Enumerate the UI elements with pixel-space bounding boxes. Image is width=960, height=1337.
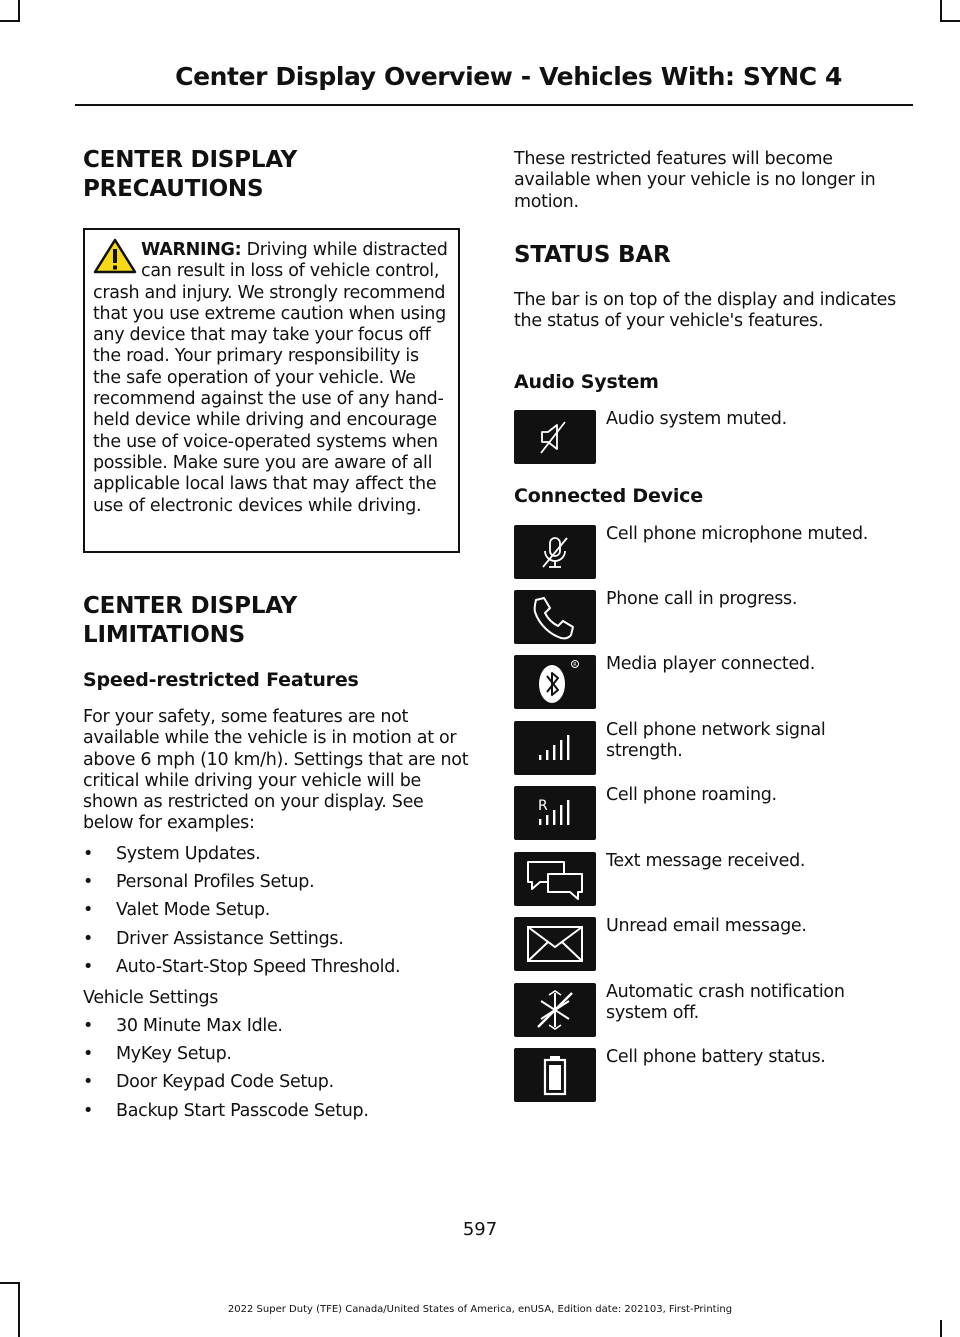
bullet-marker: •: [83, 844, 94, 864]
status-icon-description: Phone call in progress.: [606, 589, 798, 609]
warning-body: Driving while distracted can result in loss of vehicle control, crash and injury. We strongly recommend that you use extreme caution when using any device that may take your focus off the road. Your primary responsibility is the safe operation of your vehicle. We recommend against the use of any hand-held device while driving and encourage the use of voice-operated systems when possible. Make sure you are aware of all applicable local laws that may affect the use of electronic devices while driving.: [93, 240, 448, 516]
speed-restricted-subheading: Speed-restricted Features: [83, 669, 359, 691]
list-item-text: 30 Minute Max Idle.: [116, 1016, 283, 1036]
list-item: [83, 1044, 475, 1072]
list-item-text: Valet Mode Setup.: [116, 900, 271, 921]
crop-mark: [940, 1320, 942, 1337]
microphone-muted-icon: [514, 525, 596, 579]
list-item-text: Door Keypad Code Setup.: [116, 1072, 334, 1093]
crop-mark: [940, 20, 960, 22]
battery-icon: [514, 1048, 596, 1102]
status-icon-description: Cell phone roaming.: [606, 785, 777, 805]
svg-text:R: R: [538, 798, 548, 814]
list-item: [83, 900, 475, 928]
list-item-text: Driver Assistance Settings.: [116, 928, 344, 949]
bullet-marker: •: [83, 900, 94, 921]
status-icon-description: Audio system muted.: [606, 409, 787, 429]
speaker-muted-icon: [514, 410, 596, 464]
warning-label: WARNING:: [141, 240, 242, 260]
bullet-marker: •: [83, 1016, 94, 1036]
status-icon-row: [514, 852, 912, 906]
status-icon-row: [514, 983, 912, 1037]
email-icon: [514, 917, 596, 971]
list-item-text: Backup Start Passcode Setup.: [116, 1100, 369, 1121]
signal-strength-icon: [514, 721, 596, 775]
status-bar-intro: The bar is on top of the display and indicates the status of your vehicle's features.: [514, 290, 896, 332]
bullet-marker: •: [83, 872, 94, 893]
crop-mark: [18, 0, 20, 22]
status-icon-row: [514, 786, 912, 840]
limitations-intro: For your safety, some features are not available while the vehicle is in motion at or above 6 mph (10 km/h). Settings that are not critical while driving your vehicle will be shown as restricted on your display. See below for examples:: [83, 707, 469, 834]
list-item: [83, 1072, 475, 1100]
header-rule: [75, 104, 913, 106]
status-icon-row: [514, 721, 912, 775]
crop-mark: [0, 1282, 20, 1284]
status-icon-description: Media player connected.: [606, 654, 815, 674]
status-icon-description: Text message received.: [606, 851, 806, 871]
status-icon-description: Cell phone battery status.: [606, 1047, 826, 1067]
list-item-text: MyKey Setup.: [116, 1044, 232, 1065]
bullet-marker: •: [83, 1044, 94, 1065]
audio-system-heading: Audio System: [514, 371, 659, 393]
heading-line: CENTER DISPLAY: [83, 593, 298, 619]
left-column: [83, 146, 475, 1121]
crop-mark: [940, 0, 942, 22]
list-item: [83, 957, 475, 985]
bullet-marker: •: [83, 1100, 94, 1121]
status-icon-row: [514, 655, 912, 709]
status-icon-description: Unread email message.: [606, 916, 807, 936]
status-icon-row: [514, 917, 912, 971]
list-item: [83, 844, 475, 872]
vehicle-settings-list: [83, 1016, 475, 1129]
heading-line: LIMITATIONS: [83, 622, 245, 648]
list-item: [83, 929, 475, 957]
list-item-text: Personal Profiles Setup.: [116, 872, 315, 893]
text-message-icon: [514, 852, 596, 906]
status-icon-row: [514, 1048, 912, 1102]
crash-notification-off-icon: [514, 983, 596, 1037]
limitations-heading: [83, 592, 297, 650]
status-bar-heading: STATUS BAR: [514, 242, 671, 268]
svg-text:R: R: [573, 662, 577, 668]
page-footer: 2022 Super Duty (TFE) Canada/United States of America, enUSA, Edition date: 202103, First-Printing: [227, 1304, 733, 1315]
status-icon-description: Cell phone network signal strength.: [606, 720, 826, 762]
bluetooth-icon: [514, 655, 596, 709]
page-header-title: Center Display Overview - Vehicles With: SYNC 4: [175, 62, 842, 91]
bullet-marker: •: [83, 956, 94, 977]
bullet-marker: •: [83, 1072, 94, 1093]
crop-mark: [0, 20, 20, 22]
list-item: [83, 872, 475, 900]
precautions-heading: [83, 146, 475, 204]
page-number: 597: [462, 1219, 498, 1240]
heading-line: CENTER DISPLAY: [83, 147, 298, 173]
bullet-marker: •: [83, 928, 94, 949]
warning-box: [83, 228, 460, 553]
list-item-text: Auto-Start-Stop Speed Threshold.: [116, 956, 401, 977]
roaming-icon: [514, 786, 596, 840]
restricted-features-list: [83, 844, 475, 985]
status-icon-row: [514, 410, 912, 464]
connected-device-heading: Connected Device: [514, 485, 703, 507]
restricted-note: These restricted features will become available when your vehicle is no longer in motion.: [514, 149, 876, 212]
status-icon-description: Cell phone microphone muted.: [606, 524, 869, 544]
status-icon-row: [514, 590, 912, 644]
list-item-text: System Updates.: [116, 844, 261, 864]
status-icon-description: Automatic crash notification system off.: [606, 982, 845, 1024]
heading-line: PRECAUTIONS: [83, 176, 264, 202]
warning-text: [93, 240, 450, 517]
status-icon-row: [514, 525, 912, 579]
phone-icon: [514, 590, 596, 644]
vehicle-settings-label: Vehicle Settings: [83, 988, 219, 1008]
list-item: [83, 1101, 475, 1129]
warning-triangle-icon: [93, 238, 137, 274]
list-item: [83, 1016, 475, 1044]
